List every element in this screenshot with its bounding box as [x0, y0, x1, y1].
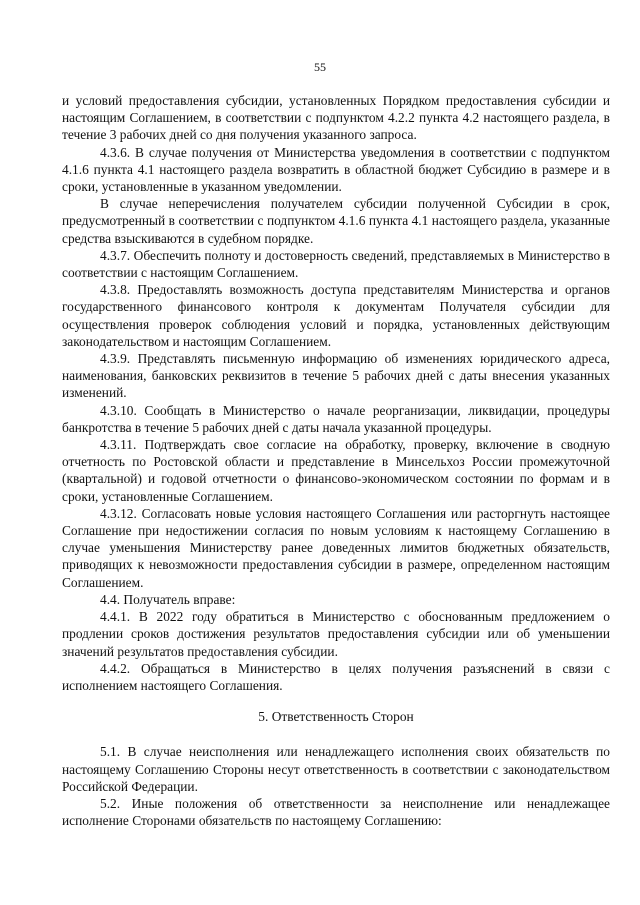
paragraph-4-4-1: 4.4.1. В 2022 году обратиться в Министерство с обоснованным предложением о продлении сроков достижения результатов предоставления субсидии или об уменьшении значений результатов предоставления субсидии. — [62, 609, 610, 659]
paragraph-4-3-8: 4.3.8. Предоставлять возможность доступа представителям Министерства и органов государственного финансового контроля к документам Получателя субсидии для осуществления проверок соблюдения условий и порядка, установленных действующим законодательством и настоящим Соглашением. — [62, 282, 610, 349]
paragraph-continuation: и условий предоставления субсидии, установленных Порядком предоставления субсидии и настоящим Соглашением, в соответствии с подпунктом 4.2.2 пункта 4.2 настоящего раздела, в течение 3 рабочих дней со дня получения указанного запроса. — [62, 93, 610, 143]
document-body — [62, 92, 610, 829]
paragraph-4-4-2: 4.4.2. Обращаться в Министерство в целях получения разъяснений в связи с исполнением настоящего Соглашения. — [62, 660, 610, 693]
page-number: 55 — [314, 60, 326, 74]
paragraph-4-3-11: 4.3.11. Подтверждать свое согласие на обработку, проверку, включение в сводную отчетность по Ростовской области и представление в Минсельхоз России промежуточной (квартальной) и годовой отчетности о финансово-экономическом состоянии по формам и в сроки, установленные Соглашением. — [62, 437, 610, 504]
paragraph-4-3-6: 4.3.6. В случае получения от Министерства уведомления в соответствии с подпунктом 4.1.6 пункта 4.1 настоящего раздела возвратить в областной бюджет Субсидию в размере и в сроки, установленные в указанном уведомлении. — [62, 144, 610, 195]
paragraph-4-3-12: 4.3.12. Согласовать новые условия настоящего Соглашения или расторгнуть настоящее Соглашение при недостижении согласия по новым условиям к настоящему Соглашению в случае уменьшения Министерству ранее доведенных лимитов бюджетных обязательств, приводящих к невозможности предоставления субсидии в размере, определенном настоящим Соглашением. — [62, 505, 610, 590]
paragraph-4-3-9: 4.3.9. Представлять письменную информацию об изменениях юридического адреса, наименования, банковских реквизитов в течение 5 рабочих дней с даты внесения указанных изменений. — [62, 351, 610, 401]
paragraph-4-3-7: 4.3.7. Обеспечить полноту и достоверность сведений, представляемых в Министерство в соответствии с настоящим Соглашением. — [62, 247, 610, 281]
paragraph-5-2: 5.2. Иные положения об ответственности за неисполнение или ненадлежащее исполнение Сторонами обязательств по настоящему Соглашению: — [62, 795, 610, 829]
paragraph-4-3-10: 4.3.10. Сообщать в Министерство о начале реорганизации, ликвидации, процедуры банкротства в течение 5 рабочих дней с даты начала указанной процедуры. — [62, 402, 610, 435]
paragraph-5-1: 5.1. В случае неисполнения или ненадлежащего исполнения своих обязательств по настоящему Соглашению Стороны несут ответственность в соответствии с законодательством Российской Федерации. — [62, 744, 610, 794]
section-title: 5. Ответственность Сторон — [258, 709, 414, 725]
paragraph-4-4: 4.4. Получатель вправе: — [100, 591, 236, 607]
paragraph-non-transfer: В случае неперечисления получателем субсидии полученной Субсидии в срок, предусмотренный в соответствии с подпунктом 4.1.6 пункта 4.1 настоящего раздела, указанные средства взыскиваются в судебном порядке. — [62, 196, 610, 246]
